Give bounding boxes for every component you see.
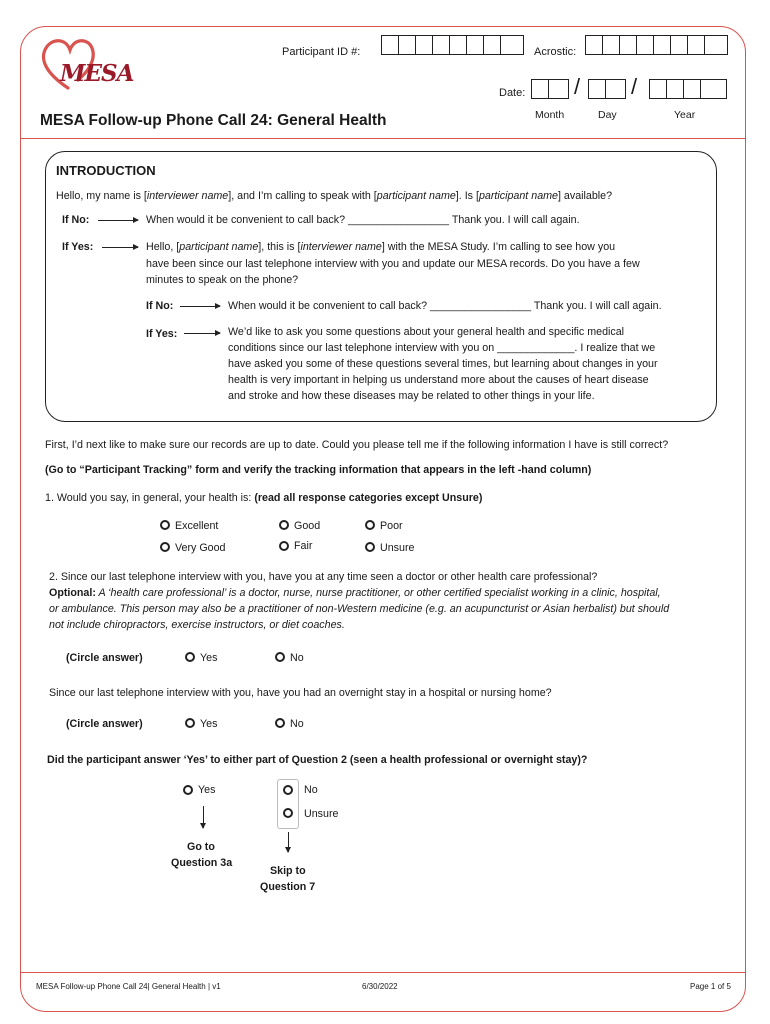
radio-q2b-no[interactable] <box>275 718 285 728</box>
records-check-text: First, I’d next like to make sure our records are up to date. Could you please tell me if the following information I have is still correct? <box>45 439 669 451</box>
q2c-unsure-label: Unsure <box>304 808 339 820</box>
question-2: 2. Since our last telephone interview with you, have you at any time seen a doctor or other health care professional? <box>49 571 598 583</box>
radio-good[interactable] <box>279 520 289 530</box>
question-1: 1. Would you say, in general, your health is: (read all response categories except Unsure) <box>45 492 483 504</box>
year-label: Year <box>674 109 696 121</box>
radio-q2c-unsure[interactable] <box>283 808 293 818</box>
if-yes-label: If Yes: <box>62 241 94 253</box>
acrostic-label: Acrostic: <box>534 46 577 58</box>
footer-page-number: Page 1 of 5 <box>690 982 731 991</box>
skip-line-1: Skip to <box>270 865 306 877</box>
radio-unsure[interactable] <box>365 542 375 552</box>
q2-yes-label: Yes <box>200 652 218 664</box>
question-2-optional-line-3: not include chiropractors, exercise instructors, or diet coaches. <box>49 619 345 631</box>
radio-q2c-no[interactable] <box>283 785 293 795</box>
circle-answer-label: (Circle answer) <box>66 718 143 730</box>
acrostic-field[interactable] <box>585 35 728 55</box>
option-very-good: Very Good <box>175 542 226 554</box>
radio-fair[interactable] <box>279 541 289 551</box>
date-month-field[interactable] <box>531 79 569 99</box>
option-poor: Poor <box>380 520 403 532</box>
goto-line-1: Go to <box>187 841 215 853</box>
introduction-heading: INTRODUCTION <box>56 163 156 178</box>
sub-if-no-label: If No: <box>146 300 174 312</box>
date-separator: / <box>631 74 638 99</box>
option-excellent: Excellent <box>175 520 219 532</box>
arrow-right-icon <box>184 333 220 334</box>
circle-answer-label: (Circle answer) <box>66 652 143 664</box>
if-yes-line-2: have been since our last telephone interview with you and update our MESA records. Do you have a few <box>146 258 640 270</box>
sub-if-no-text: When would it be convenient to call back? _________________ Thank you. I will call again. <box>228 300 662 312</box>
footer-form-name: MESA Follow-up Phone Call 24| General Health | v1 <box>36 982 221 991</box>
q2c-no-label: No <box>304 784 318 796</box>
q2c-yes-label: Yes <box>198 784 216 796</box>
arrow-right-icon <box>102 247 138 248</box>
date-year-field[interactable] <box>649 79 727 99</box>
arrow-right-icon <box>98 220 138 221</box>
q2b-no-label: No <box>290 718 304 730</box>
arrow-down-icon <box>203 806 204 828</box>
day-label: Day <box>598 109 617 121</box>
skip-line-2: Question 7 <box>260 881 316 893</box>
participant-id-label: Participant ID #: <box>282 46 361 58</box>
participant-id-field[interactable] <box>381 35 524 55</box>
if-no-label: If No: <box>62 214 90 226</box>
radio-q2c-yes[interactable] <box>183 785 193 795</box>
option-good: Good <box>294 520 321 532</box>
radio-poor[interactable] <box>365 520 375 530</box>
question-2-optional-line-1: Optional: A ‘health care professional’ is a doctor, nurse, nurse practitioner, or other certified specialist working in a clinic, hospital, <box>49 587 661 599</box>
radio-very-good[interactable] <box>160 542 170 552</box>
if-yes-line-1: Hello, [participant name], this is [interviewer name] with the MESA Study. I’m calling to see how you <box>146 241 616 253</box>
footer-divider <box>20 972 746 973</box>
question-2c: Did the participant answer ‘Yes’ to either part of Question 2 (seen a health professional or overnight stay)? <box>47 754 588 766</box>
radio-q2-yes[interactable] <box>185 652 195 662</box>
question-2b: Since our last telephone interview with you, have you had an overnight stay in a hospital or nursing home? <box>49 687 552 699</box>
date-separator: / <box>574 74 581 99</box>
option-unsure: Unsure <box>380 542 415 554</box>
date-label: Date: <box>499 87 526 99</box>
month-label: Month <box>535 109 565 121</box>
radio-q2-no[interactable] <box>275 652 285 662</box>
q2-no-label: No <box>290 652 304 664</box>
sub-if-yes-line-1: We’d like to ask you some questions about your general health and specific medical <box>228 326 625 338</box>
question-2-optional-line-2: or ambulance. This person may also be a practitioner of non-Western medicine (e.g. an acupuncturist or Asian herbalist) but should <box>49 603 670 615</box>
q2b-yes-label: Yes <box>200 718 218 730</box>
footer-date: 6/30/2022 <box>362 982 398 991</box>
logo-text: MESA <box>60 60 134 87</box>
goto-line-2: Question 3a <box>171 857 233 869</box>
option-fair: Fair <box>294 540 313 552</box>
sub-if-yes-label: If Yes: <box>146 328 178 340</box>
radio-excellent[interactable] <box>160 520 170 530</box>
intro-greeting: Hello, my name is [interviewer name], and I’m calling to speak with [participant name]. Is [participant name] available? <box>56 190 613 202</box>
radio-q2b-yes[interactable] <box>185 718 195 728</box>
arrow-right-icon <box>180 306 220 307</box>
sub-if-yes-line-4: health is very important in helping us understand more about the causes of heart disease <box>228 374 649 386</box>
date-day-field[interactable] <box>588 79 626 99</box>
title-divider <box>20 138 746 139</box>
if-no-text: When would it be convenient to call back? _________________ Thank you. I will call again. <box>146 214 580 226</box>
sub-if-yes-line-3: have asked you some of these questions several times, but learning about changes in your <box>228 358 658 370</box>
arrow-down-icon <box>288 832 289 852</box>
if-yes-line-3: minutes to speak on the phone? <box>146 274 299 286</box>
sub-if-yes-line-5: and stroke and how these diseases may be related to other things in your life. <box>228 390 595 402</box>
form-title: MESA Follow-up Phone Call 24: General Health <box>40 112 387 129</box>
sub-if-yes-line-2: conditions since our last telephone interview with you on _____________. I realize that we <box>228 342 656 354</box>
tracking-instruction: (Go to “Participant Tracking” form and verify the tracking information that appears in the left -hand column) <box>45 464 592 476</box>
